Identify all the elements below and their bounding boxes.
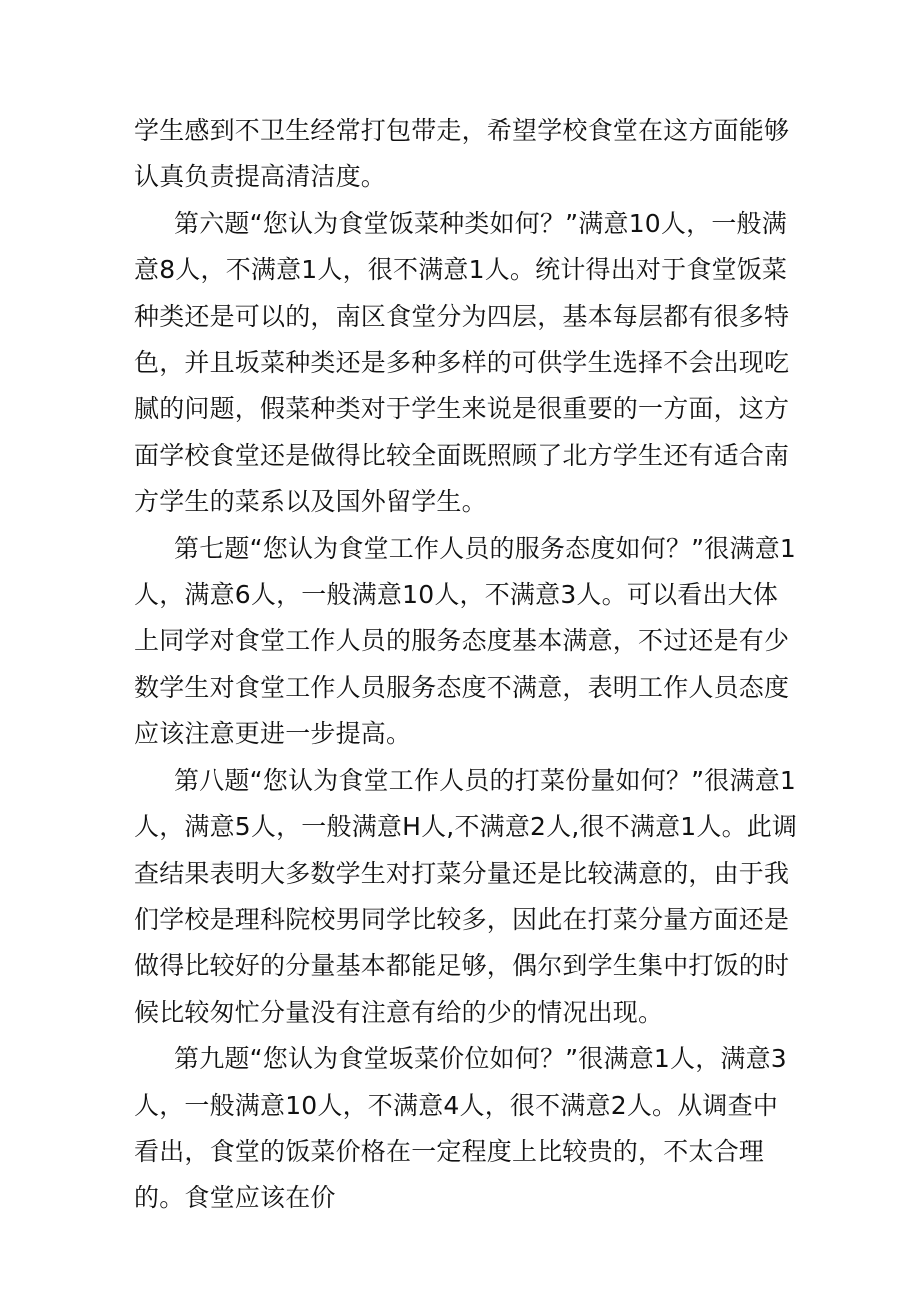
paragraph-question-7: 第七题“您认为食堂工作人员的服务态度如何？”很满意1人，满意6人，一般满意10人，不满意3人。可以看出大体上同学对食堂工作人员的服务态度基本满意，不过还是有少数学生对食堂工作人员服务态度不满意，表明工作人员态度应该注意更进一步提高。 [134,533,797,749]
document-body [134,108,800,1222]
paragraph-continuation: 学生感到不卫生经常打包带走，希望学校食堂在这方面能够认真负责提高清洁度。 [134,116,790,192]
paragraph-question-9: 第九题“您认为食堂坂菜价位如何？”很满意1人，满意3人，一般满意10人，不满意4人，很不满意2人。从调查中看出，食堂的饭菜价格在一定程度上比较贵的，不太合理的。食堂应该在价 [134,1044,787,1213]
paragraph-question-8: 第八题“您认为食堂工作人员的打菜份量如何？”很满意1人，满意5人，一般满意H人,不满意2人,很不满意1人。此调查结果表明大多数学生对打菜分量还是比较满意的，由于我们学校是理科院校男同学比较多，因此在打菜分量方面还是做得比较好的分量基本都能足够，偶尔到学生集中打饭的时候比较匆忙分量没有注意有给的少的情况出现。 [134,765,798,1027]
paragraph-question-6: 第六题“您认为食堂饭菜种类如何？”满意10人，一般满意8人，不满意1人，很不满意1人。统计得出对于食堂饭菜种类还是可以的，南区食堂分为四层，基本每层都有很多特色，并且坂菜种类还是多种多样的可供学生选择不会出现吃腻的问题，假菜种类对于学生来说是很重要的一方面，这方面学校食堂还是做得比较全面既照顾了北方学生还有适合南方学生的菜系以及国外留学生。 [134,208,790,517]
